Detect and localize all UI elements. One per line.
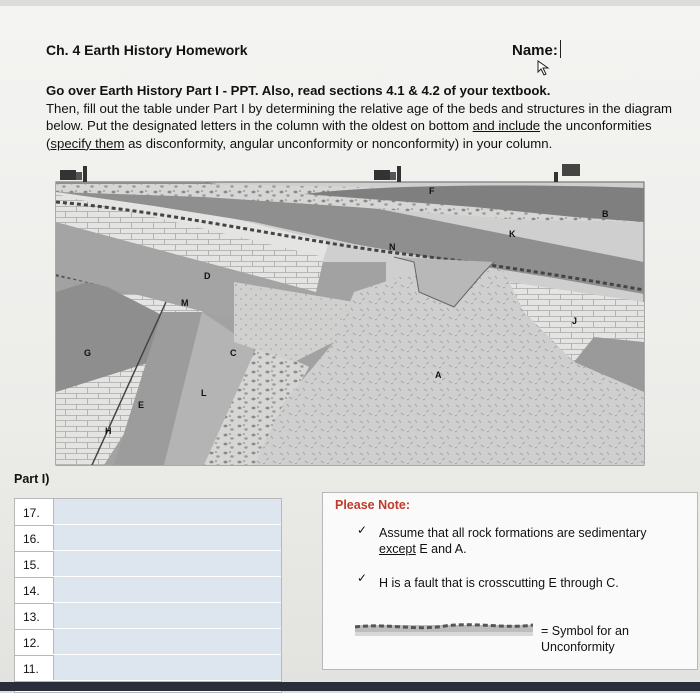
text-cursor [560, 40, 561, 58]
mouse-pointer-icon [537, 60, 551, 76]
answer-cell[interactable] [53, 551, 282, 576]
row-number: 16. [23, 532, 40, 546]
symbol-caption [541, 623, 629, 655]
instr-underline-2: specify them [50, 135, 125, 151]
instr-text-a: Then, fill out the table under Part I by determining the relative age of the beds and structures in the diagram below. Put the designated letters in the column with the oldest on bottom [46, 100, 673, 133]
row-number: 15. [23, 558, 40, 572]
table-row [15, 525, 281, 552]
label-f: F [429, 186, 435, 196]
answer-cell[interactable] [53, 629, 282, 654]
label-e: E [138, 400, 145, 410]
note-title: Please Note: [335, 498, 411, 512]
note-item-1-underline: except [379, 542, 416, 556]
symbol-caption-1: = Symbol for an [541, 624, 629, 638]
table-row [15, 551, 281, 578]
symbol-caption-2: Unconformity [541, 640, 615, 654]
name-label: Name: [512, 42, 558, 59]
instructions [46, 82, 686, 152]
geologic-cross-section [54, 162, 646, 468]
label-l: L [201, 388, 207, 398]
label-g: G [84, 348, 92, 358]
row-number: 12. [23, 636, 40, 650]
row-number: 13. [23, 610, 40, 624]
taskbar [0, 682, 700, 691]
instr-text-b: the unconformities ( [46, 118, 652, 151]
tree-icon [374, 166, 401, 182]
instr-underline-1: and include [472, 118, 541, 133]
unconformity-symbol-icon [355, 617, 533, 641]
answer-cell[interactable] [53, 577, 282, 602]
table-row [15, 577, 281, 604]
tree-icon [554, 164, 580, 182]
instructions-line1: Go over Earth History Part I - PPT. Also, read sections 4.1 & 4.2 of your textbook. [46, 83, 551, 98]
table-row [15, 629, 281, 656]
table-row [15, 655, 281, 682]
part-i-label: Part I) [14, 472, 50, 486]
instructions-paragraph [46, 100, 686, 153]
label-j: J [572, 316, 578, 326]
label-n: N [389, 242, 396, 252]
label-b: B [602, 209, 609, 219]
note-item-1 [379, 525, 689, 557]
table-row [15, 499, 281, 526]
label-d: D [204, 271, 211, 281]
answer-cell[interactable] [53, 499, 282, 524]
table-row [15, 603, 281, 630]
note-item-1-text: Assume that all rock formations are sedimentary [379, 526, 647, 540]
tree-icon [60, 166, 87, 182]
row-number: 11. [23, 662, 39, 676]
page-title: Ch. 4 Earth History Homework [46, 42, 248, 58]
label-m: M [181, 298, 189, 308]
answer-cell[interactable] [53, 655, 282, 680]
label-k: K [509, 229, 516, 239]
row-number: 14. [23, 584, 40, 598]
please-note-box [322, 492, 698, 670]
label-c: C [230, 348, 237, 358]
checkmark-icon: ✓ [357, 523, 368, 537]
answer-cell[interactable] [53, 525, 282, 550]
row-number: 17. [23, 506, 40, 520]
checkmark-icon: ✓ [357, 571, 368, 585]
relative-age-table [14, 498, 282, 693]
note-item-2: H is a fault that is crosscutting E through C. [379, 576, 619, 590]
answer-cell[interactable] [53, 603, 282, 628]
name-field[interactable] [512, 40, 561, 59]
note-item-1-tail: E and A. [415, 542, 467, 556]
label-h: H [105, 426, 112, 436]
label-a: A [435, 370, 442, 380]
instr-text-c: as disconformity, angular unconformity or nonconformity) in your column. [124, 135, 553, 151]
